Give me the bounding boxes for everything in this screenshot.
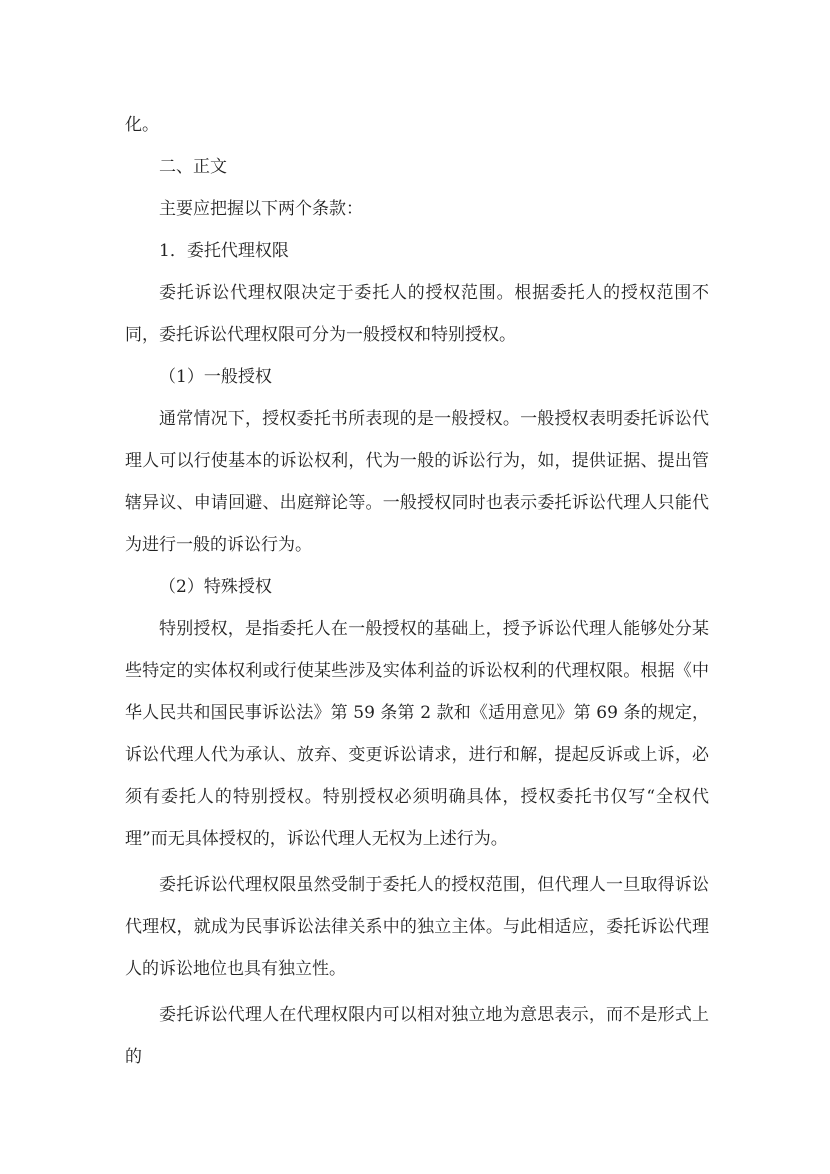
subheading-general-authorization: （1）一般授权 [159, 367, 272, 387]
paragraph-continuation: 化。 [125, 115, 159, 135]
subheading-special-authorization: （2）特殊授权 [159, 577, 272, 597]
document-body [125, 104, 709, 1078]
paragraph-intro: 主要应把握以下两个条款： [159, 199, 363, 219]
paragraph-continued: 委托诉讼代理人在代理权限内可以相对独立地为意思表示，而不是形式上的 [125, 1005, 709, 1067]
subheading-agency-authority: 1．委托代理权限 [159, 241, 289, 261]
paragraph-independence: 委托诉讼代理权限虽然受制于委托人的授权范围，但代理人一旦取得诉讼代理权，就成为民事诉讼法律关系中的独立主体。与此相适应，委托诉讼代理人的诉讼地位也具有独立性。 [125, 875, 709, 979]
paragraph-authority-scope: 委托诉讼代理权限决定于委托人的授权范围。根据委托人的授权范围不同，委托诉讼代理权限可分为一般授权和特别授权。 [125, 283, 709, 345]
paragraph-special-authorization: 特别授权，是指委托人在一般授权的基础上，授予诉讼代理人能够处分某些特定的实体权利或行使某些涉及实体利益的诉讼权利的代理权限。根据《中华人民共和国民事诉讼法》第 59 条第 2 款和《适用意见》第 69 条的规定，诉讼代理人代为承认、放弃、变更诉讼请求，进行和解，提起反诉或上诉，必须有委托人的特别授权。特别授权必须明确具体，授权委托书仅写“全权代理”而无具体授权的，诉讼代理人无权为上述行为。 [125, 619, 709, 849]
paragraph-general-authorization: 通常情况下，授权委托书所表现的是一般授权。一般授权表明委托诉讼代理人可以行使基本的诉讼权利，代为一般的诉讼行为，如，提供证据、提出管辖异议、申请回避、出庭辩论等。一般授权同时也表示委托诉讼代理人只能代为进行一般的诉讼行为。 [125, 409, 709, 555]
section-heading-main-text: 二、正文 [159, 157, 227, 177]
